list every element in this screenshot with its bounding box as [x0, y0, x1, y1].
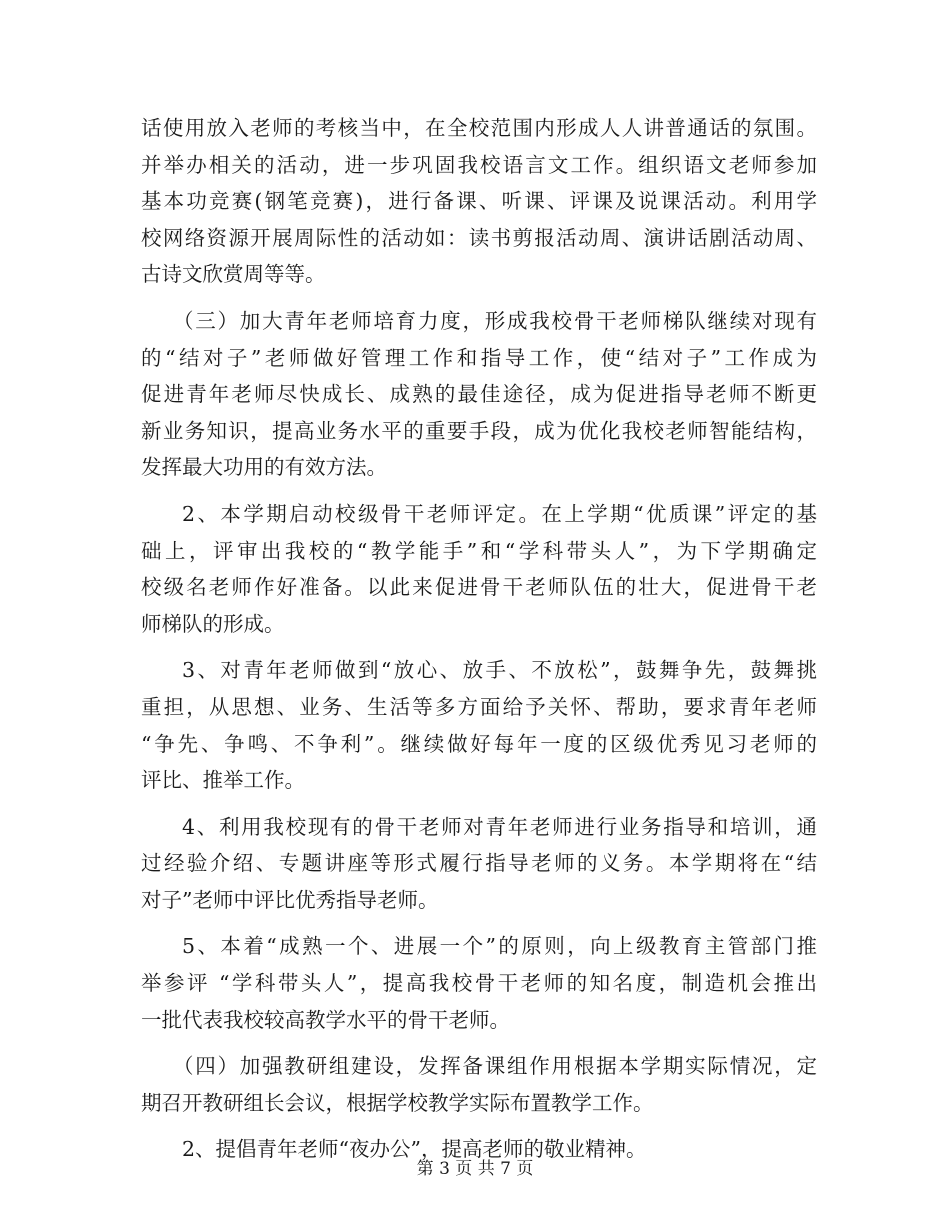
text-line: 并举办相关的活动，进一步巩固我校语言文工作。组织语文老师参加 — [141, 152, 817, 177]
text-line: 重担，从思想、业务、生活等多方面给予关怀、帮助，要求青年老师 — [141, 694, 817, 719]
text-line: （四）加强教研组建设，发挥备课组作用根据本学期实际情况，定 — [173, 1054, 817, 1079]
text-line: 举参评 “学科带头人”，提高我校骨干老师的知名度，制造机会推出 — [141, 971, 817, 996]
text-line: 评比、推举工作。 — [141, 768, 305, 793]
text-line: 4、利用我校现有的骨干老师对青年老师进行业务指导和培训，通 — [182, 814, 817, 839]
text-line: 2、本学期启动校级骨干老师评定。在上学期“优质课”评定的基 — [182, 501, 817, 526]
text-line: 古诗文欣赏周等等。 — [141, 262, 326, 287]
text-line: 础上，评审出我校的“教学能手”和“学科带头人”，为下学期确定 — [141, 538, 817, 563]
text-line: 发挥最大功用的有效方法。 — [141, 455, 387, 480]
text-line: 3、对青年老师做到“放心、放手、不放松”，鼓舞争先，鼓舞挑 — [182, 658, 817, 683]
text-line: 师梯队的形成。 — [141, 611, 285, 636]
text-line: 校网络资源开展周际性的活动如：读书剪报活动周、演讲话剧活动周、 — [141, 225, 817, 250]
page-number-footer: 第 3 页 共 7 页 — [416, 1159, 534, 1179]
text-line: “争先、争鸣、不争利”。继续做好每年一度的区级优秀见习老师的 — [141, 731, 817, 756]
text-line: 促进青年老师尽快成长、成熟的最佳途径，成为促进指导老师不断更 — [141, 382, 817, 407]
text-line: 新业务知识，提高业务水平的重要手段，成为优化我校老师智能结构， — [141, 418, 817, 443]
text-line: 对子”老师中评比优秀指导老师。 — [141, 887, 439, 912]
text-line: 一批代表我校较高教学水平的骨干老师。 — [141, 1007, 510, 1032]
text-line: 基本功竞赛(钢笔竞赛)，进行备课、听课、评课及说课活动。利用学 — [141, 189, 817, 214]
text-line: 过经验介绍、专题讲座等形式履行指导老师的义务。本学期将在“结 — [141, 851, 817, 876]
text-line: 期召开教研组长会议，根据学校教学实际布置教学工作。 — [141, 1090, 654, 1115]
text-line: （三）加大青年老师培育力度，形成我校骨干老师梯队继续对现有 — [173, 308, 817, 333]
text-line: 5、本着“成熟一个、进展一个”的原则，向上级教育主管部门推 — [182, 934, 817, 959]
text-line: 校级名老师作好准备。以此来促进骨干老师队伍的壮大，促进骨干老 — [141, 575, 817, 600]
body-text — [141, 110, 817, 1168]
text-line: 2、提倡青年老师“夜办公”，提高老师的敬业精神。 — [182, 1137, 647, 1162]
text-line: 话使用放入老师的考核当中，在全校范围内形成人人讲普通话的氛围。 — [141, 116, 817, 140]
text-line: 的“结对子”老师做好管理工作和指导工作，使“结对子”工作成为 — [141, 345, 817, 370]
